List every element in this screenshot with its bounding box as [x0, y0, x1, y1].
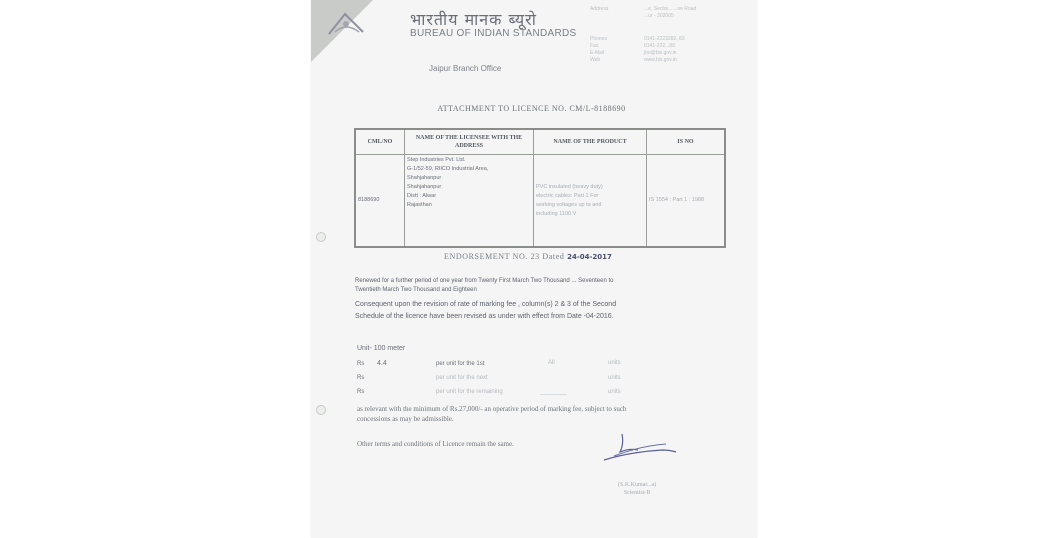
address-line: Distt : Alwar: [407, 193, 437, 199]
signatory-block: [618, 481, 656, 497]
cell-cml-no: 8188690: [355, 155, 405, 248]
paragraph-line: Renewed for a further period of one year from Twenty First March Two Thousand ... Seventeen to: [355, 278, 614, 284]
signatory-title: Scientist-B: [623, 490, 651, 496]
product-line: PVC insulated (heavy duty): [536, 183, 603, 190]
address-block: [644, 6, 696, 20]
address-line: ...e, Sector... ...se Road: [644, 6, 697, 12]
endorsement-line: [444, 252, 612, 261]
contact-label: Web: [590, 57, 601, 63]
rate-amount: 4.4: [377, 360, 387, 367]
address-line: Rajasthan: [407, 202, 432, 208]
contact-labels: [590, 36, 607, 64]
contact-label: Fax: [590, 43, 599, 49]
contact-value: www.bis.gov.in: [644, 57, 677, 63]
cell-product: [534, 155, 647, 248]
rate-tail: units: [608, 375, 621, 381]
signatory-name: (S.K.Kumar...a): [618, 482, 657, 488]
address-line: G-1/52-59, RIICO Industrial Area,: [407, 166, 489, 172]
endorsement-label: ENDORSEMENT NO. 23: [444, 252, 540, 261]
minimum-fee-line: as relevant with the minimum of Rs.27,000/- an operative period of marking fee, subject to such: [357, 405, 627, 413]
address-line: Shahjahanpur: [407, 175, 442, 181]
rate-currency: Rs: [357, 389, 365, 395]
table-row: [355, 155, 725, 248]
revision-paragraph: [355, 299, 616, 323]
licence-table: [354, 128, 726, 248]
endorsement-date: 24-04-2017: [567, 253, 612, 261]
rate-mid: ________: [540, 389, 567, 395]
hindi-title: भारतीय मानक ब्यूरो: [410, 10, 537, 29]
table-header-row: [355, 129, 725, 155]
contact-label: Phones: [590, 36, 607, 42]
product-line: electric cables: Part 1 For: [536, 192, 599, 199]
contact-value: jbo@bis.gov.in: [644, 50, 677, 56]
branch-office: Jaipur Branch Office: [429, 64, 502, 73]
paragraph-line: Schedule of the licence have been revised as under with effect from Date -04-2016.: [355, 313, 614, 320]
address-line: Step Industries Pvt. Ltd.: [407, 157, 466, 163]
header-is-no: IS NO: [647, 129, 726, 155]
cell-is-no: IS 1554 : Part 1 : 1988: [647, 155, 726, 248]
bureau-title: BUREAU OF INDIAN STANDARDS: [410, 28, 577, 39]
rate-mid: All: [548, 360, 555, 366]
dated-label: Dated: [542, 252, 565, 261]
rate-currency: Rs: [357, 375, 365, 381]
document-page: [311, 0, 757, 538]
address-label: Address: [590, 6, 609, 12]
punch-hole-bottom: [316, 405, 326, 415]
product-line: including 1100 V: [536, 210, 577, 217]
signature-icon: [600, 430, 680, 466]
contact-values: [644, 36, 685, 64]
rate-desc: per unit for the next: [436, 375, 488, 381]
renewal-paragraph: [355, 277, 613, 295]
contact-label: E-Mail: [590, 50, 605, 56]
other-terms-line: Other terms and conditions of Licence remain the same.: [357, 440, 514, 448]
paragraph-line: Twentieth March Two Thousand and Eighteen: [355, 287, 477, 293]
rate-desc: per unit for the remaining: [436, 389, 503, 395]
bis-logo-icon: [325, 8, 367, 38]
punch-hole-top: [316, 232, 326, 242]
rate-tail: units: [608, 360, 621, 366]
contact-value: 0141-222...88: [644, 43, 675, 49]
header-product: NAME OF THE PRODUCT: [534, 129, 647, 155]
paragraph-line: Consequent upon the revision of rate of marking fee , column(s) 2 & 3 of the Second: [355, 301, 617, 308]
rate-desc: per unit for the 1st: [436, 361, 485, 367]
address-line: ...ur - 302005: [644, 13, 674, 19]
address-line: Shahjahanpur: [407, 184, 442, 190]
attachment-title: ATTACHMENT TO LICENCE NO. CM/L-8188690: [437, 104, 626, 113]
cell-licensee-address: [405, 155, 534, 248]
product-line: working voltages up to and: [536, 201, 602, 208]
rate-currency: Rs: [357, 361, 365, 367]
header-licensee: NAME OF THE LICENSEE WITH THE ADDRESS: [405, 129, 534, 155]
header-cml-no: CML/NO: [355, 129, 405, 155]
rate-tail: units: [608, 389, 621, 395]
contact-value: 0141-2223282, 83: [644, 36, 685, 42]
unit-label: Unit- 100 meter: [357, 345, 406, 352]
minimum-fee-line: concessions as may be admissible.: [357, 415, 454, 423]
